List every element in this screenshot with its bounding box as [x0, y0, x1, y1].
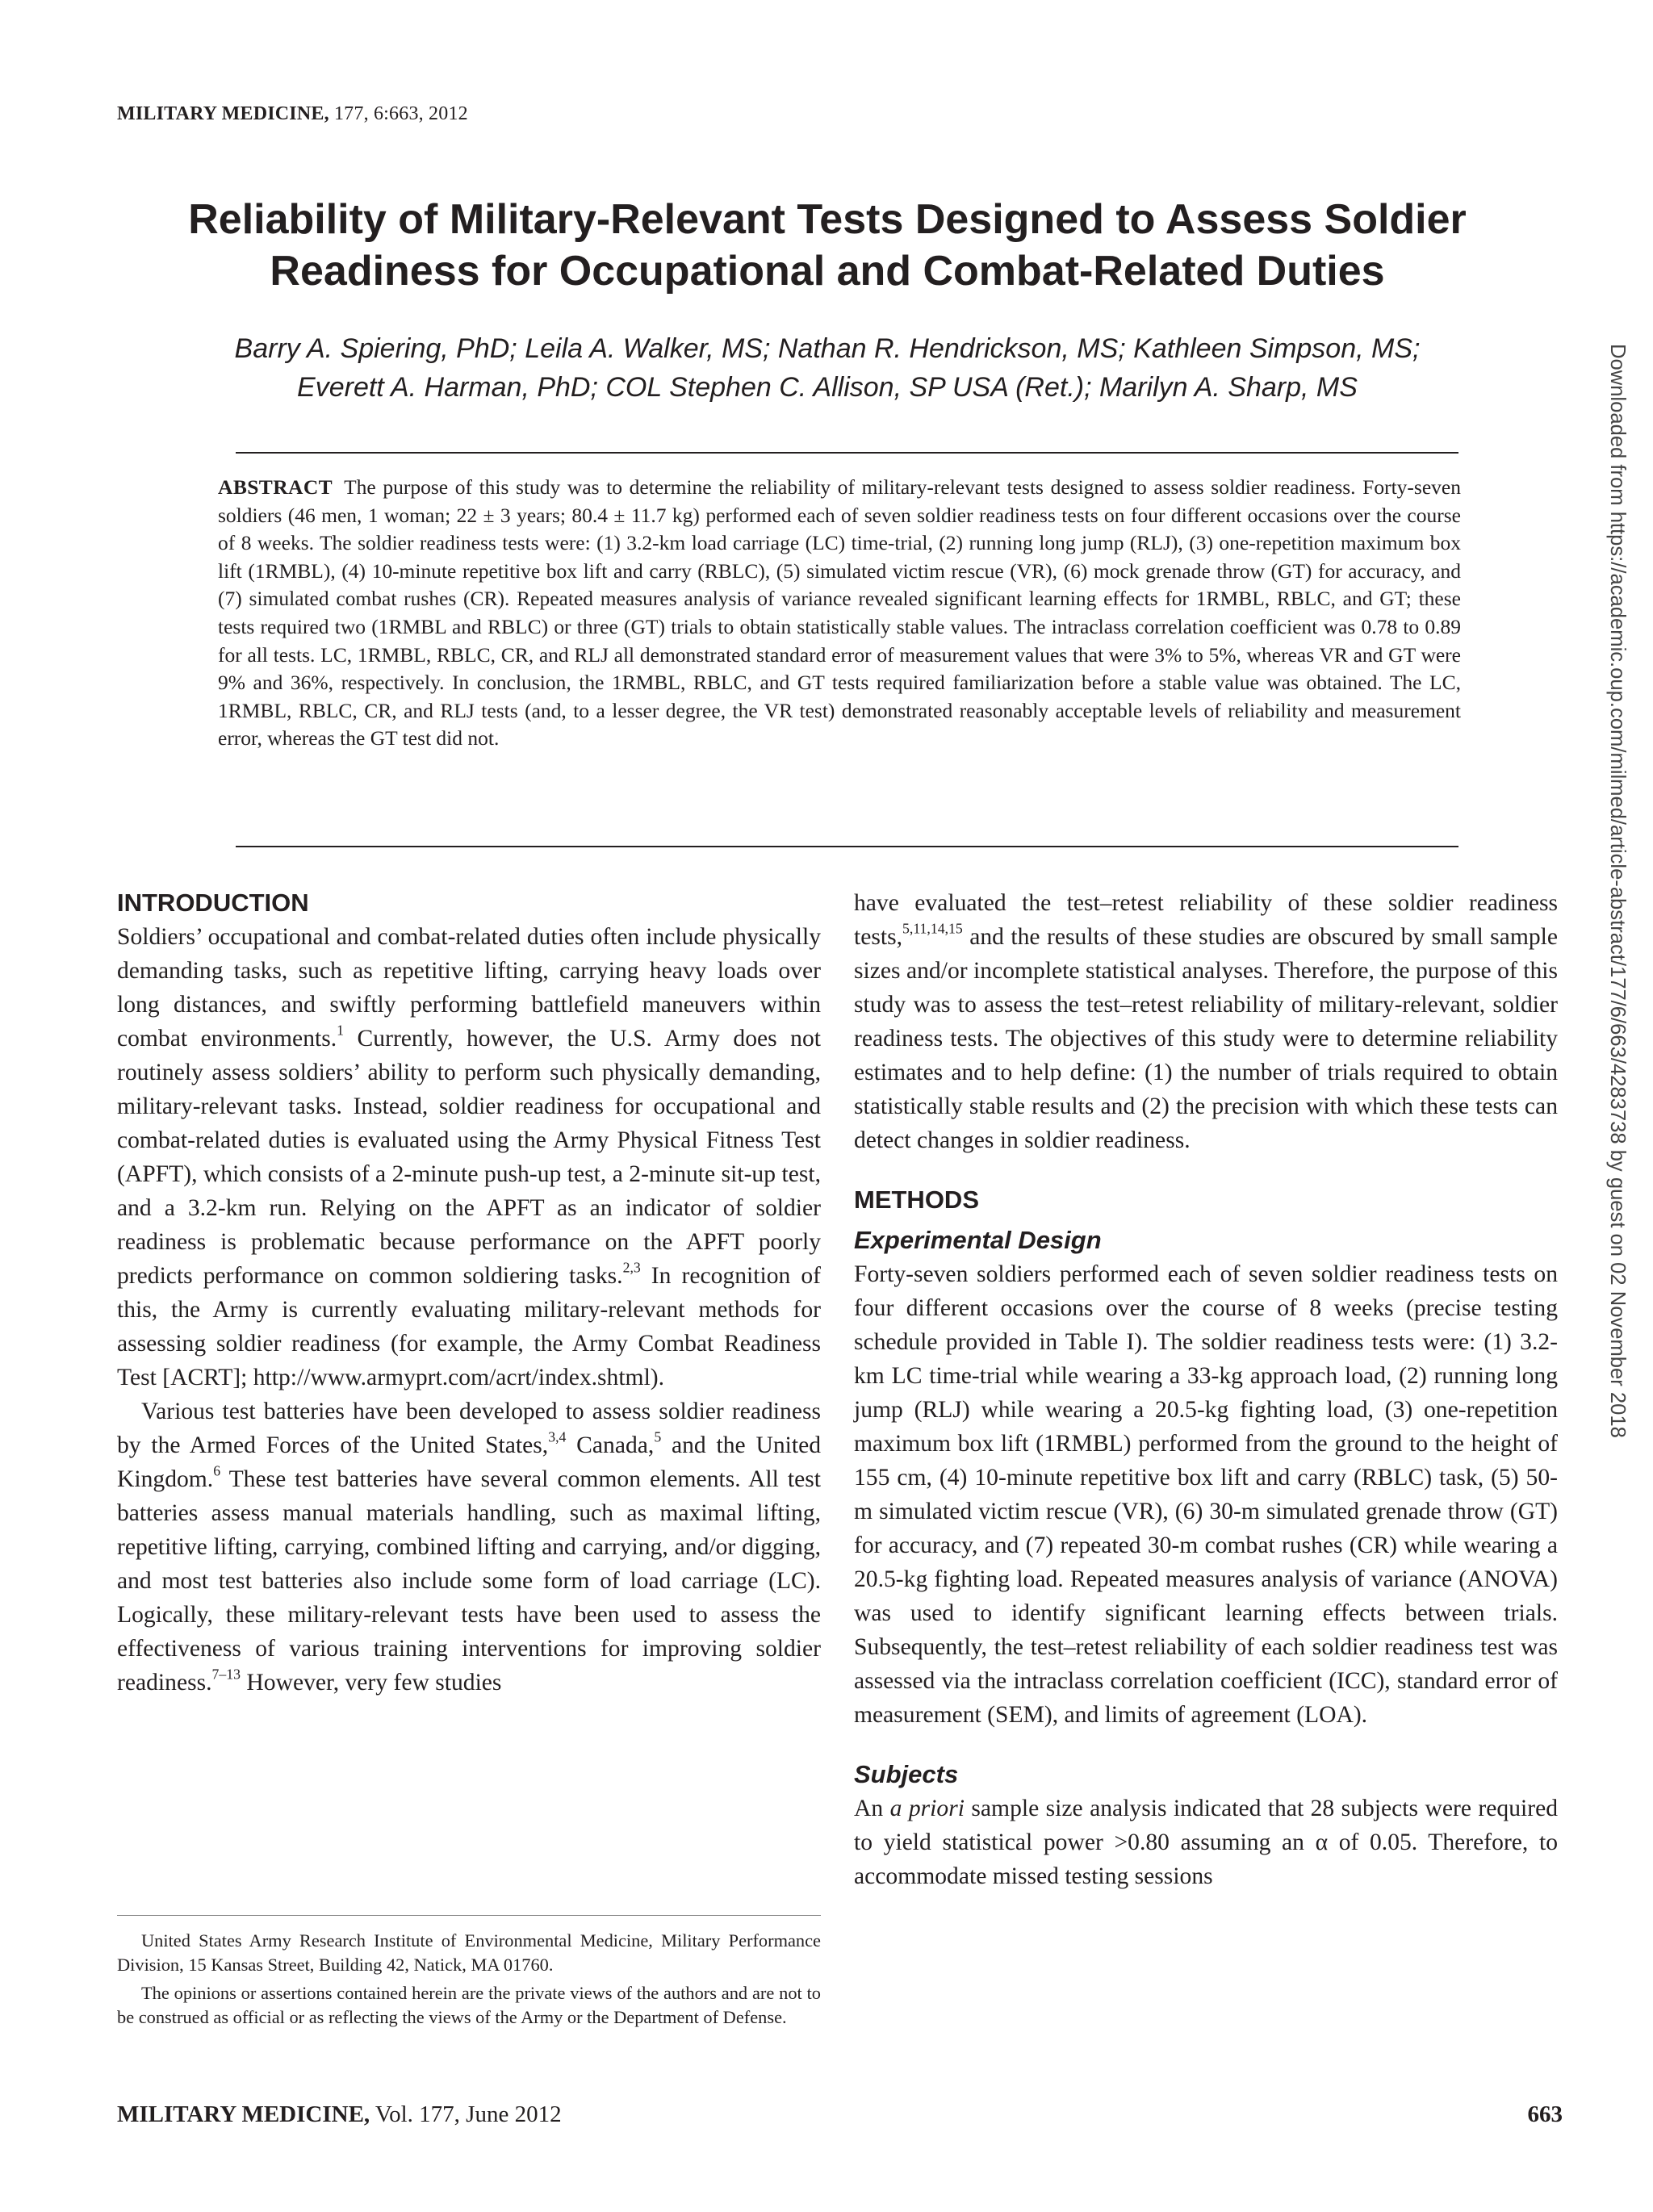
journal-header: [117, 103, 468, 125]
reference-7-13: 7–13: [211, 1666, 241, 1683]
title-line-2: Readiness for Occupational and Combat-Related Duties: [270, 248, 1385, 295]
introduction-heading: INTRODUCTION: [117, 889, 309, 917]
intro-p2-text-b: Canada,: [566, 1432, 655, 1458]
experimental-design-paragraph: Forty-seven soldiers performed each of seven soldier readiness tests on four different occasions over the course of 8 weeks (precise testing schedule provided in Table I). The soldier readiness tests were: (1) 3.2-km LC time-trial while wearing a 33-kg approach load, (2) running long jump (RLJ) while wearing a 20.5-kg fighting load, (3) one-repetition maximum box lift (1RMBL) performed from the ground to the height of 155 cm, (4) 10-minute repetitive box lift and carry (RBLC) task, (5) 50-m simulated victim rescue (VR), (6) 30-m simulated grenade throw (GT) for accuracy, and (7) repeated 30-m combat rushes (CR) while wearing a 20.5-kg fighting load. Repeated measures analysis of variance (ANOVA) was used to identify significant learning effects between trials. Subsequently, the test–retest reliability of each soldier readiness test was assessed via the intraclass correlation coefficient (ICC), standard error of measurement (SEM), and limits of agreement (LOA).: [854, 1261, 1558, 1728]
intro-paragraph-2: [117, 1395, 821, 1700]
abstract-text: The purpose of this study was to determine the reliability of military-relevant tests designed to assess soldier readiness. Forty-seven soldiers (46 men, 1 woman; 22 ± 3 years; 80.4 ± 11.7 kg) performed each of seven soldier readiness tests on four different occasions over the course of 8 weeks. The soldier readiness tests were: (1) 3.2-km load carriage (LC) time-trial, (2) running long jump (RLJ), (3) one-repetition maximum box lift (1RMBL), (4) 10-minute repetitive box lift and carry (RBLC), (5) simulated victim rescue (VR), (6) mock grenade throw (GT) for accuracy, and (7) simulated combat rushes (CR). Repeated measures analysis of variance revealed significant learning effects for 1RMBL, RBLC, and GT; these tests required two (1RMBL and RBLC) or three (GT) trials to obtain statistically stable values. The intraclass correlation coefficient was 0.78 to 0.89 for all tests. LC, 1RMBL, RBLC, CR, and RLJ all demonstrated standard error of measurement values that were 3% to 5%, whereas VR and GT were 9% and 36%, respectively. In conclusion, the 1RMBL, RBLC, and GT tests required familiarization before a stable value was obtained. The LC, 1RMBL, RBLC, CR, and RLJ tests (and, to a lesser degree, the VR test) demonstrated reasonably acceptable levels of reliability and measurement error, whereas the GT test did not.: [218, 475, 1461, 751]
affiliation-footnote: United States Army Research Institute of Environmental Medicine, Military Performance Division, 15 Kansas Street, Building 42, Natick, MA 01760.: [117, 1930, 821, 1975]
journal-citation: 177, 6:663, 2012: [329, 103, 468, 124]
subjects-text-b: sample size analysis indicated that 28 subjects were required to yield statistical power >0.80 assuming an α of 0.05. Therefore, to accommodate missed testing sessions: [854, 1796, 1558, 1889]
reference-5-11-14-15: 5,11,14,15: [902, 920, 963, 937]
intro-p1-text-c: In recognition of this, the Army is currently evaluating military-relevant methods for assessing soldier readiness (for example, the Army Combat Readiness Test [ACRT]; http://www.armyprt.com/acrt/index.shtml).: [117, 1263, 821, 1390]
footnotes: [117, 1929, 821, 2034]
reference-2-3: 2,3: [622, 1259, 641, 1276]
footer-journal: MILITARY MEDICINE,: [117, 2101, 370, 2127]
reference-6: 6: [213, 1462, 221, 1479]
intro-p3-text-a: have evaluated the test–retest reliability of these soldier readiness tests,: [854, 890, 1558, 950]
footer-volume: Vol. 177, June 2012: [370, 2101, 562, 2127]
subjects-emphasis: a priori: [889, 1796, 965, 1821]
footnote-rule: [117, 1915, 821, 1916]
intro-p1-text-b: Currently, however, the U.S. Army does not routinely assess soldiers’ ability to perform such physically demanding, military-relevant tasks. Instead, soldier readiness for occupational and combat-related duties is evaluated using the Army Physical Fitness Test (APFT), which consists of a 2-minute push-up test, a 2-minute sit-up test, and a 3.2-km run. Relying on the APFT as an indicator of soldier readiness is problematic because performance on the APFT poorly predicts performance on common soldiering tasks.: [117, 1026, 821, 1289]
right-column: [854, 886, 1558, 1893]
subjects-heading: Subjects: [854, 1760, 959, 1788]
abstract-label: ABSTRACT: [218, 475, 333, 499]
download-watermark: Downloaded from https://academic.oup.com/milmed/article-abstract/177/6/663/4283738 by guest on 02 November 2018: [1606, 344, 1629, 1438]
abstract: [218, 474, 1461, 753]
intro-p2-text-d: These test batteries have several common elements. All test batteries assess manual materials handling, such as maximal lifting, repetitive lifting, carrying, combined lifting and carrying, and/or digging, and most test batteries also include some form of load carriage (LC). Logically, these military-relevant tests have been used to assess the effectiveness of various training interventions for improving soldier readiness.: [117, 1466, 821, 1696]
reference-1: 1: [337, 1022, 345, 1039]
intro-p2-text-a: Various test batteries have been developed to assess soldier readiness by the Armed Forces of the United States,: [117, 1399, 821, 1458]
author-list: [145, 329, 1509, 407]
journal-name: MILITARY MEDICINE,: [117, 103, 329, 124]
intro-p2-text-e: However, very few studies: [241, 1670, 502, 1696]
reference-5: 5: [654, 1428, 662, 1445]
abstract-bottom-rule: [236, 846, 1458, 847]
intro-p1-text-a: Soldiers’ occupational and combat-related duties often include physically demanding tasks, such as repetitive lifting, carrying heavy loads over long distances, and swiftly performing battlefield maneuvers within combat environments.: [117, 924, 821, 1052]
intro-paragraph-1: [117, 920, 821, 1395]
experimental-design-heading: Experimental Design: [854, 1226, 1102, 1254]
intro-paragraph-3: [854, 886, 1558, 1157]
reference-3-4: 3,4: [548, 1428, 567, 1445]
footer-citation: [117, 2101, 562, 2128]
authors-line-2: Everett A. Harman, PhD; COL Stephen C. Allison, SP USA (Ret.); Marilyn A. Sharp, MS: [297, 372, 1358, 403]
title-line-1: Reliability of Military-Relevant Tests Designed to Assess Soldier: [188, 196, 1467, 243]
left-column: [117, 886, 821, 1700]
abstract-top-rule: [236, 452, 1458, 454]
authors-line-1: Barry A. Spiering, PhD; Leila A. Walker, MS; Nathan R. Hendrickson, MS; Kathleen Simpson, MS;: [234, 333, 1421, 364]
subjects-text-a: An: [854, 1796, 890, 1821]
subjects-paragraph: [854, 1792, 1558, 1893]
article-title: [113, 194, 1542, 297]
intro-p2-text-c: and the United Kingdom.: [117, 1432, 821, 1492]
intro-p3-text-b: and the results of these studies are obscured by small sample sizes and/or incomplete statistical analyses. Therefore, the purpose of this study was to assess the test–retest reliability of military-relevant, soldier readiness tests. The objectives of this study were to determine reliability estimates and to help define: (1) the number of trials required to obtain statistically stable results and (2) the precision with which these tests can detect changes in soldier readiness.: [854, 924, 1558, 1153]
methods-heading: METHODS: [854, 1185, 979, 1214]
page-number: 663: [1527, 2101, 1563, 2127]
disclaimer-footnote: The opinions or assertions contained herein are the private views of the authors and are not to be construed as official or as reflecting the views of the Army or the Department of Defense.: [117, 1983, 821, 2027]
